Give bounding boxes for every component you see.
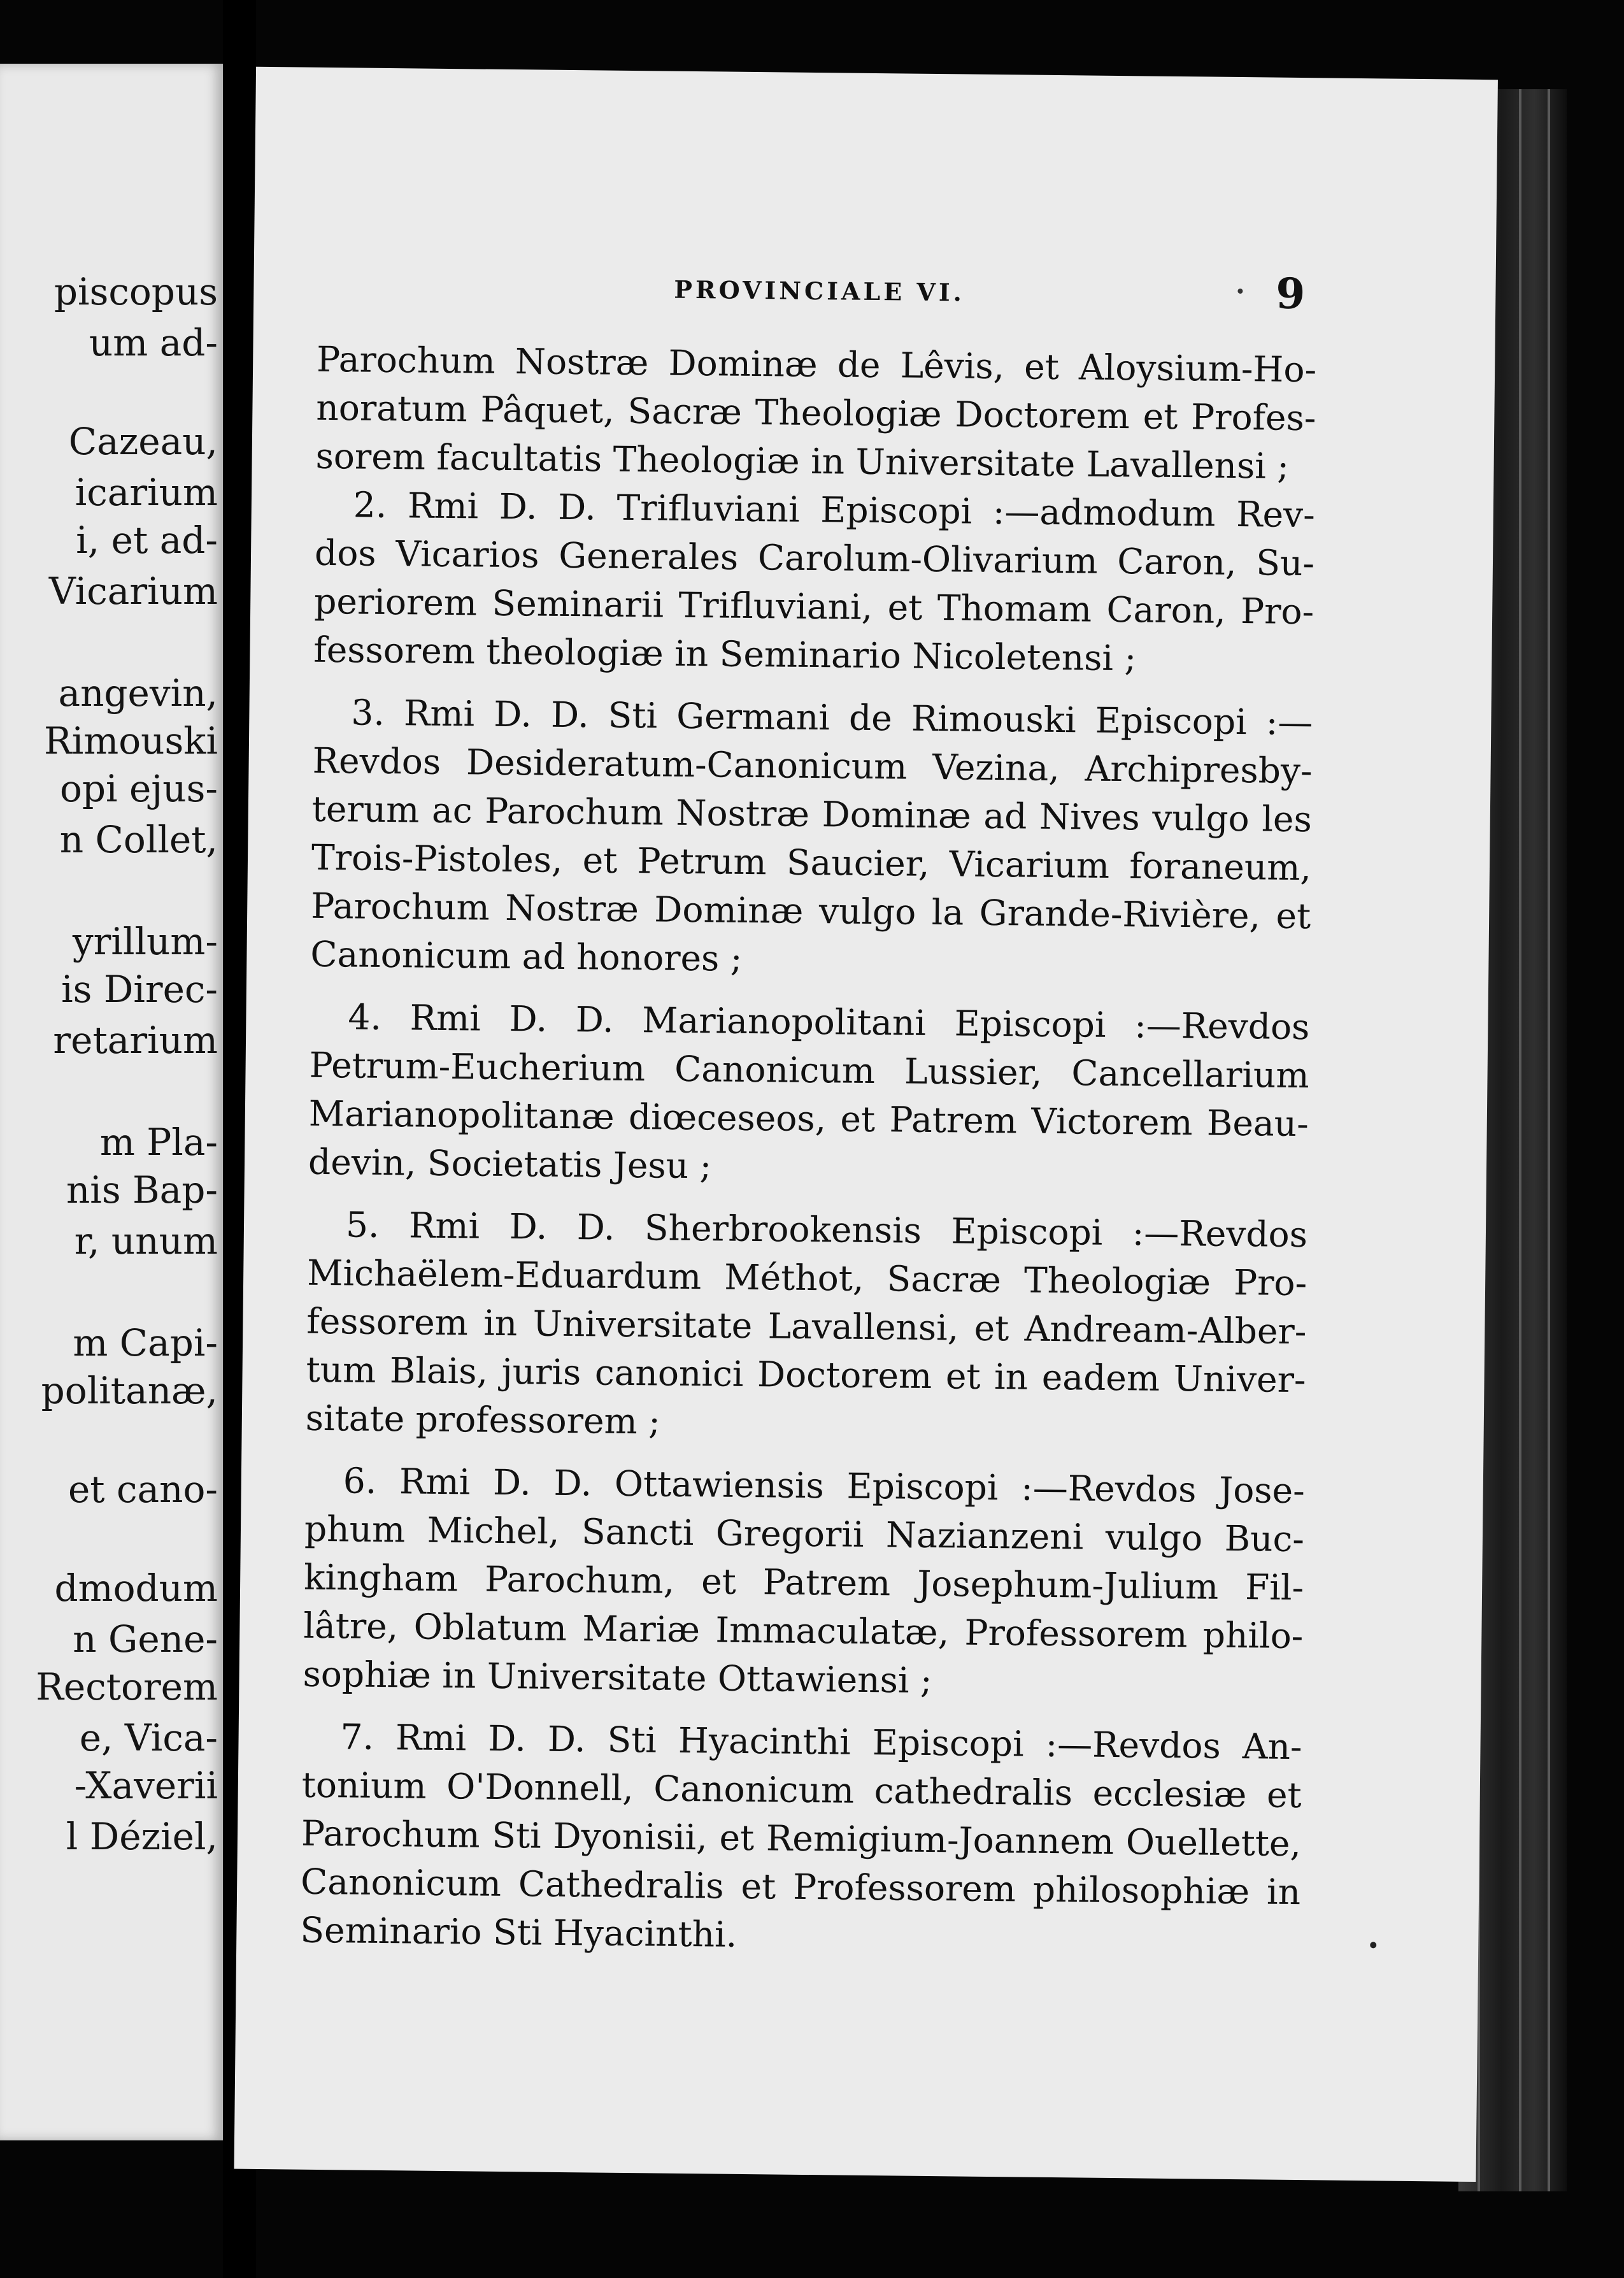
facing-page-line: -Xaverii	[74, 1764, 218, 1807]
facing-page-line: Rimouski	[44, 719, 218, 763]
facing-page-line: icarium	[75, 471, 218, 514]
facing-page-line: nis Bap-	[66, 1168, 218, 1212]
line-text: tonium O'Donnell, Canonicum cathedralis ecclesiæ et	[301, 1764, 1302, 1816]
facing-page-line: dmodum	[54, 1566, 218, 1610]
speck	[1237, 289, 1243, 294]
facing-page-fragment	[0, 64, 223, 2140]
facing-page-line: politanæ,	[41, 1369, 218, 1412]
facing-page-line: l Déziel,	[66, 1815, 218, 1858]
facing-page-line: retarium	[53, 1019, 218, 1062]
edge-stripe	[1519, 89, 1521, 2191]
line-text: Parochum Nostræ Dominæ vulgo la Grande-Rivière, et	[310, 885, 1311, 937]
line-text: Parochum Nostræ Dominæ de Lêvis, et Aloysium-Ho-	[316, 338, 1317, 390]
edge-stripe	[1548, 89, 1550, 2191]
facing-page-line: piscopus	[53, 270, 218, 313]
facing-page-line: Cazeau,	[68, 420, 218, 463]
line-text: 3. Rmi D. D. Sti Germani de Rimouski Episcopi :—	[351, 692, 1313, 743]
line-text: fessorem theologiæ in Seminario Nicoletensi ;	[313, 629, 1137, 679]
line-text: Canonicum Cathedralis et Professorem philosophiæ in	[300, 1861, 1301, 1913]
line-text: Petrum-Eucherium Canonicum Lussier, Cancellarium	[309, 1044, 1309, 1096]
facing-page-line: e, Vica-	[79, 1716, 218, 1759]
line-text: sorem facultatis Theologiæ in Universitate Lavallensi ;	[315, 435, 1290, 487]
line-text: tum Blais, juris canonici Doctorem et in eadem Univer-	[306, 1349, 1306, 1401]
line-text: 5. Rmi D. D. Sherbrookensis Episcopi :—Revdos	[345, 1204, 1308, 1256]
book-page	[234, 67, 1497, 2182]
line-text: noratum Pâquet, Sacræ Theologiæ Doctorem et Profes-	[316, 387, 1316, 439]
line-text: Marianopolitanæ diœceseos, et Patrem Victorem Beau-	[308, 1092, 1309, 1145]
facing-page-line: m Pla-	[99, 1121, 218, 1164]
line-text: Trois-Pistoles, et Petrum Saucier, Vicarium foraneum,	[311, 836, 1312, 889]
line-text: sitate professorem ;	[305, 1397, 661, 1442]
facing-page-line: et cano-	[68, 1468, 218, 1511]
facing-page-line: is Direc-	[61, 968, 218, 1011]
page-number: 9	[1276, 268, 1306, 319]
line-text: kingham Parochum, et Patrem Josephum-Julium Fil-	[303, 1556, 1304, 1608]
facing-page-line: n Gene-	[73, 1617, 218, 1661]
facing-page-line: m Capi-	[73, 1321, 218, 1365]
line-text: lâtre, Oblatum Mariæ Immaculatæ, Professorem philo-	[303, 1605, 1304, 1657]
line-text: phum Michel, Sancti Gregorii Nazianzeni vulgo Buc-	[304, 1508, 1305, 1560]
line-text: 6. Rmi D. D. Ottawiensis Episcopi :—Revdos Jose-	[343, 1460, 1306, 1512]
facing-page-line: opi ejus-	[59, 767, 218, 810]
line-text: Seminario Sti Hyacinthi.	[300, 1909, 737, 1955]
line-text: Revdos Desideratum-Canonicum Vezina, Archipresby-	[312, 740, 1313, 792]
facing-page-line: angevin,	[58, 671, 218, 715]
indent	[308, 1236, 346, 1237]
facing-page-line: yrillum-	[72, 920, 218, 963]
facing-page-line: Rectorem	[36, 1665, 218, 1708]
line-text: Parochum Sti Dyonisii, et Remigium-Joannem Ouellette,	[301, 1812, 1302, 1865]
line-text: terum ac Parochum Nostræ Dominæ ad Nives vulgo les	[311, 788, 1313, 840]
facing-page-line: i, et ad-	[76, 519, 218, 562]
line-text: devin, Societatis Jesu ;	[308, 1141, 712, 1187]
line-text: fessorem in Universitate Lavallensi, et Andream-Alber-	[306, 1300, 1307, 1352]
facing-page-line: r, unum	[74, 1219, 218, 1263]
line-text: Canonicum ad honores ;	[310, 933, 743, 979]
line-text: sophiæ in Universitate Ottawiensi ;	[303, 1653, 932, 1701]
line-text: periorem Seminarii Trifluviani, et Thomam Caron, Pro-	[313, 580, 1314, 633]
facing-page-line: n Collet,	[59, 818, 218, 861]
speck	[1370, 1942, 1376, 1948]
line-text: 2. Rmi D. D. Trifluviani Episcopi :—admodum Rev-	[353, 484, 1316, 536]
indent	[313, 724, 351, 725]
line-text: Michaëlem-Eduardum Méthot, Sacræ Theologiæ Pro-	[306, 1252, 1307, 1304]
facing-page-line: um ad-	[89, 321, 218, 364]
running-title: PROVINCIALE VI.	[674, 275, 965, 307]
line-text: 4. Rmi D. D. Marianopolitani Episcopi :—Revdos	[348, 996, 1310, 1048]
facing-page-line: Vicarium	[48, 570, 218, 613]
body-text	[300, 335, 1317, 1965]
line-text: dos Vicarios Generales Carolum-Olivarium Caron, Su-	[314, 532, 1315, 584]
line-text: 7. Rmi D. D. Sti Hyacinthi Episcopi :—Revdos An-	[340, 1716, 1302, 1768]
